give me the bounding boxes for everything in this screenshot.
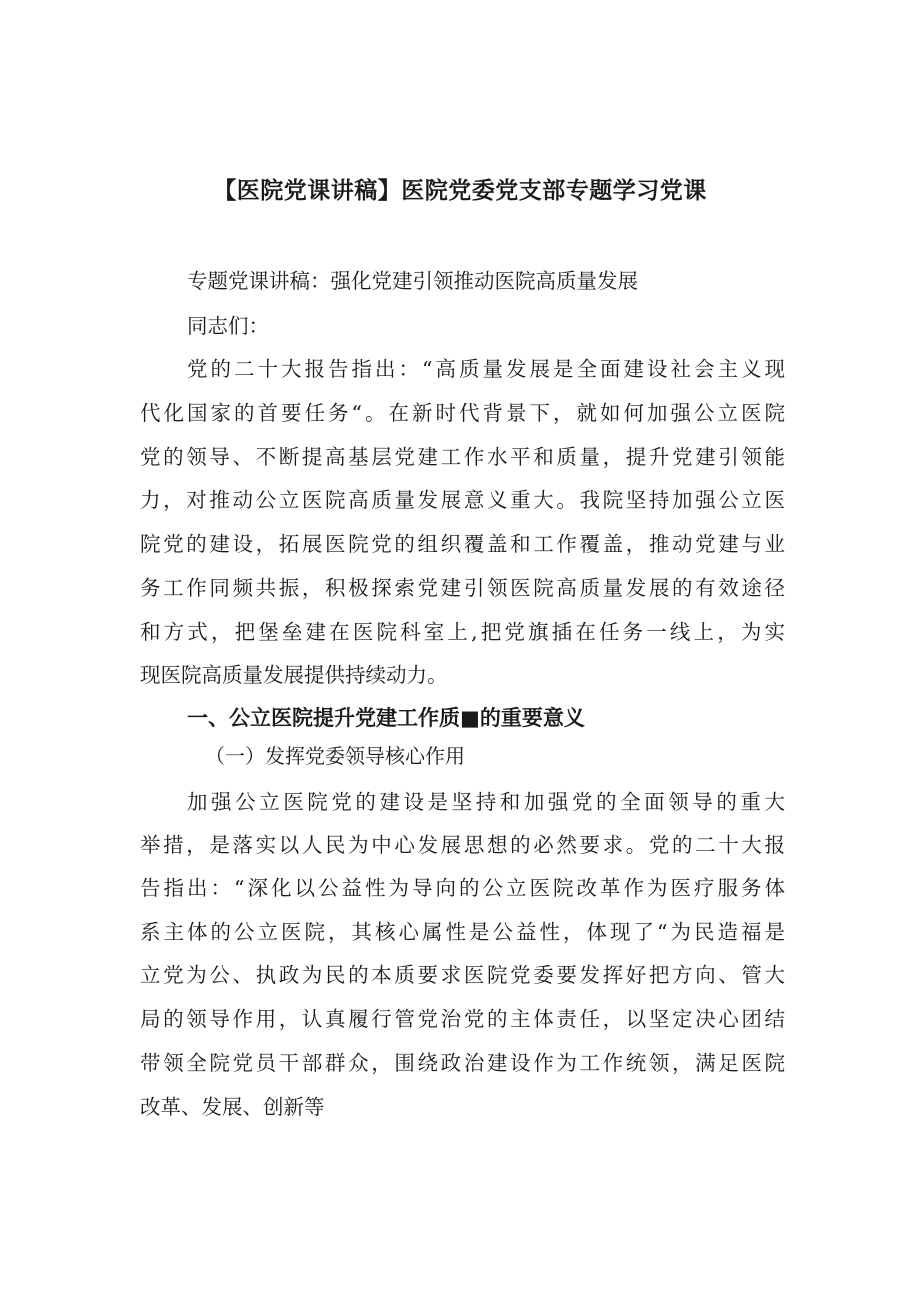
paragraph-line: 告指出：“深化以公益性为导向的公立医院改革作为医疗服务体 (140, 876, 785, 900)
paragraph-line: 务工作同频共振，积极探索党建引领医院高质量发展的有效途径 (140, 576, 785, 600)
paragraph-line: 现医院高质量发展提供持续动力。 (140, 663, 448, 687)
section-heading: 一、公立医院提升党建工作质■的重要意义 (187, 706, 585, 730)
paragraph-line: 局的领导作用，认真履行管党治党的主体责任，以坚定决心团结 (140, 1007, 785, 1031)
paragraph-line: 力，对推动公立医院高质量发展意义重大。我院坚持加强公立医 (140, 488, 785, 512)
paragraph-line: 系主体的公立医院，其核心属性是公益性，体现了“为民造福是 (140, 920, 785, 944)
paragraph-line: 代化国家的首要任务“。在新时代背景下，就如何加强公立医院 (140, 401, 785, 425)
paragraph-line: 党的二十大报告指出：“高质量发展是全面建设社会主义现 (187, 357, 785, 381)
paragraph-line: 改革、发展、创新等 (140, 1095, 325, 1119)
paragraph-line: 院党的建设，拓展医院党的组织覆盖和工作覆盖，推动党建与业 (140, 532, 785, 556)
document-title: 【医院党课讲稿】医院党委党支部专题学习党课 (213, 178, 707, 204)
paragraph-line: 和方式，把堡垒建在医院科室上,把党旗插在任务一线上，为实 (140, 620, 785, 644)
paragraph-line: 立党为公、执政为民的本质要求医院党委要发挥好把方向、管大 (140, 963, 785, 987)
document-subtitle: 专题党课讲稿：强化党建引领推动医院高质量发展 (187, 269, 638, 293)
paragraph-line: 带领全院党员干部群众，围绕政治建设作为工作统领，满足医院 (140, 1051, 785, 1075)
paragraph-line: 党的领导、不断提高基层党建工作水平和质量，提升党建引领能 (140, 445, 785, 469)
paragraph-line: 举措，是落实以人民为中心发展思想的必然要求。党的二十大报 (140, 833, 785, 857)
subsection-heading: （一）发挥党委领导核心作用 (205, 744, 465, 768)
salutation: 同志们： (187, 314, 269, 338)
paragraph-line: 加强公立医院党的建设是坚持和加强党的全面领导的重大 (187, 790, 785, 814)
